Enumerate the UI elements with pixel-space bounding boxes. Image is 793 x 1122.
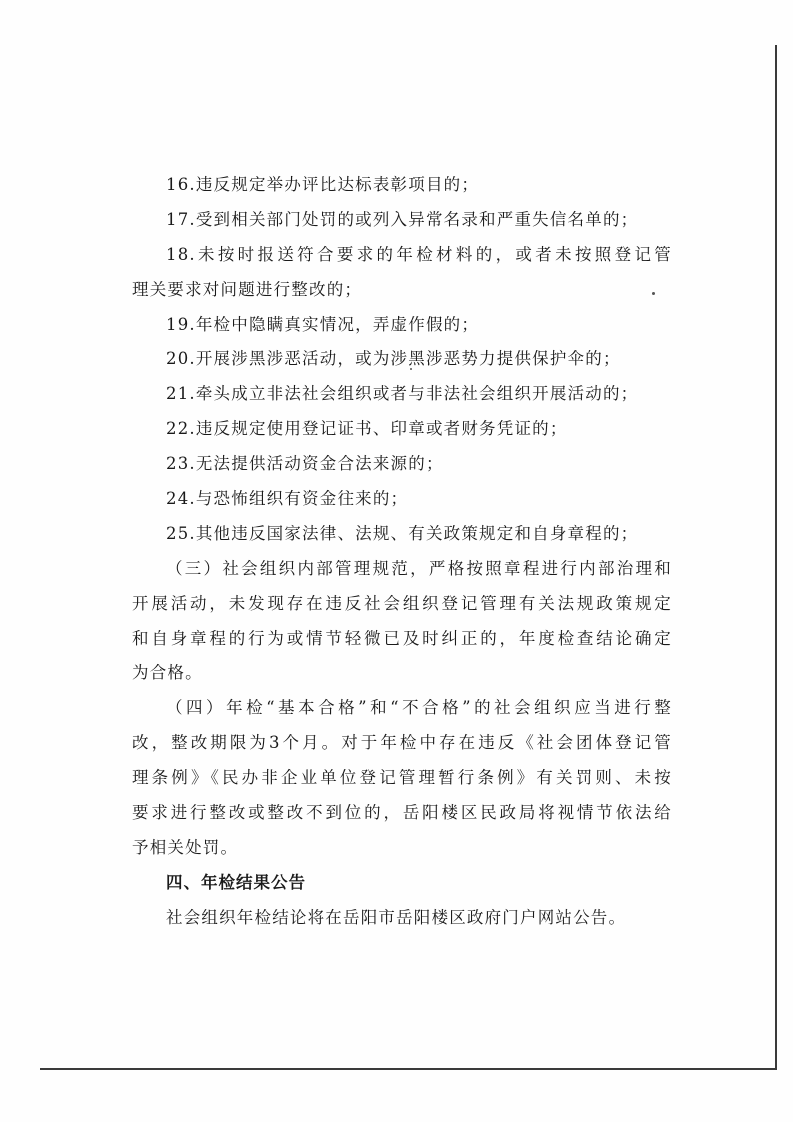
text-line: 25.其他违反国家法律、法规、有关政策规定和自身章程的； xyxy=(166,523,639,543)
text-line: 21.牵头成立非法社会组织或者与非法社会组织开展活动的； xyxy=(166,384,639,404)
text-line: 理条例》《民办非企业单位登记管理暂行条例》有关罚则、未按 xyxy=(132,768,672,788)
text-line: 理关要求对问题进行整改的； xyxy=(132,279,363,299)
text-line: 开展活动，未发现存在违反社会组织登记管理有关法规政策规定 xyxy=(132,593,672,613)
text-line: 24.与恐怖组织有资金往来的； xyxy=(166,489,409,509)
text-line: （三）社会组织内部管理规范，严格按照章程进行内部治理和 xyxy=(166,558,672,578)
text-line: 18.未按时报送符合要求的年检材料的，或者未按照登记管 xyxy=(166,244,672,264)
text-line: 20.开展涉黑涉恶活动，或为涉黑涉恶势力提供保护伞的； xyxy=(166,349,621,369)
text-line: 22.违反规定使用登记证书、印章或者财务凭证的； xyxy=(166,419,568,439)
section-heading: 四、年检结果公告 xyxy=(166,872,306,892)
text-line: 予相关处罚。 xyxy=(132,837,239,857)
text-line: 16.违反规定举办评比达标表彰项目的； xyxy=(166,175,480,194)
text-line: （四）年检“基本合格”和“不合格”的社会组织应当进行整 xyxy=(166,698,672,718)
text-line: 改，整改期限为3个月。对于年检中存在违反《社会团体登记管 xyxy=(132,733,672,753)
text-line: 要求进行整改或整改不到位的，岳阳楼区民政局将视情节依法给 xyxy=(132,803,672,823)
text-line: 17.受到相关部门处罚的或列入异常名录和严重失信名单的； xyxy=(166,209,639,229)
text-line: 19.年检中隐瞒真实情况，弄虚作假的； xyxy=(166,314,480,334)
text-line: 社会组织年检结论将在岳阳市岳阳楼区政府门户网站公告。 xyxy=(166,907,627,927)
text-line: 23.无法提供活动资金合法来源的； xyxy=(166,454,444,474)
document-body xyxy=(132,168,672,936)
scan-border-bottom xyxy=(40,1068,777,1070)
text-line: 和自身章程的行为或情节轻微已及时纠正的，年度检查结论确定 xyxy=(132,628,672,648)
text-line: 为合格。 xyxy=(132,663,203,683)
scan-border-right xyxy=(775,45,777,1070)
